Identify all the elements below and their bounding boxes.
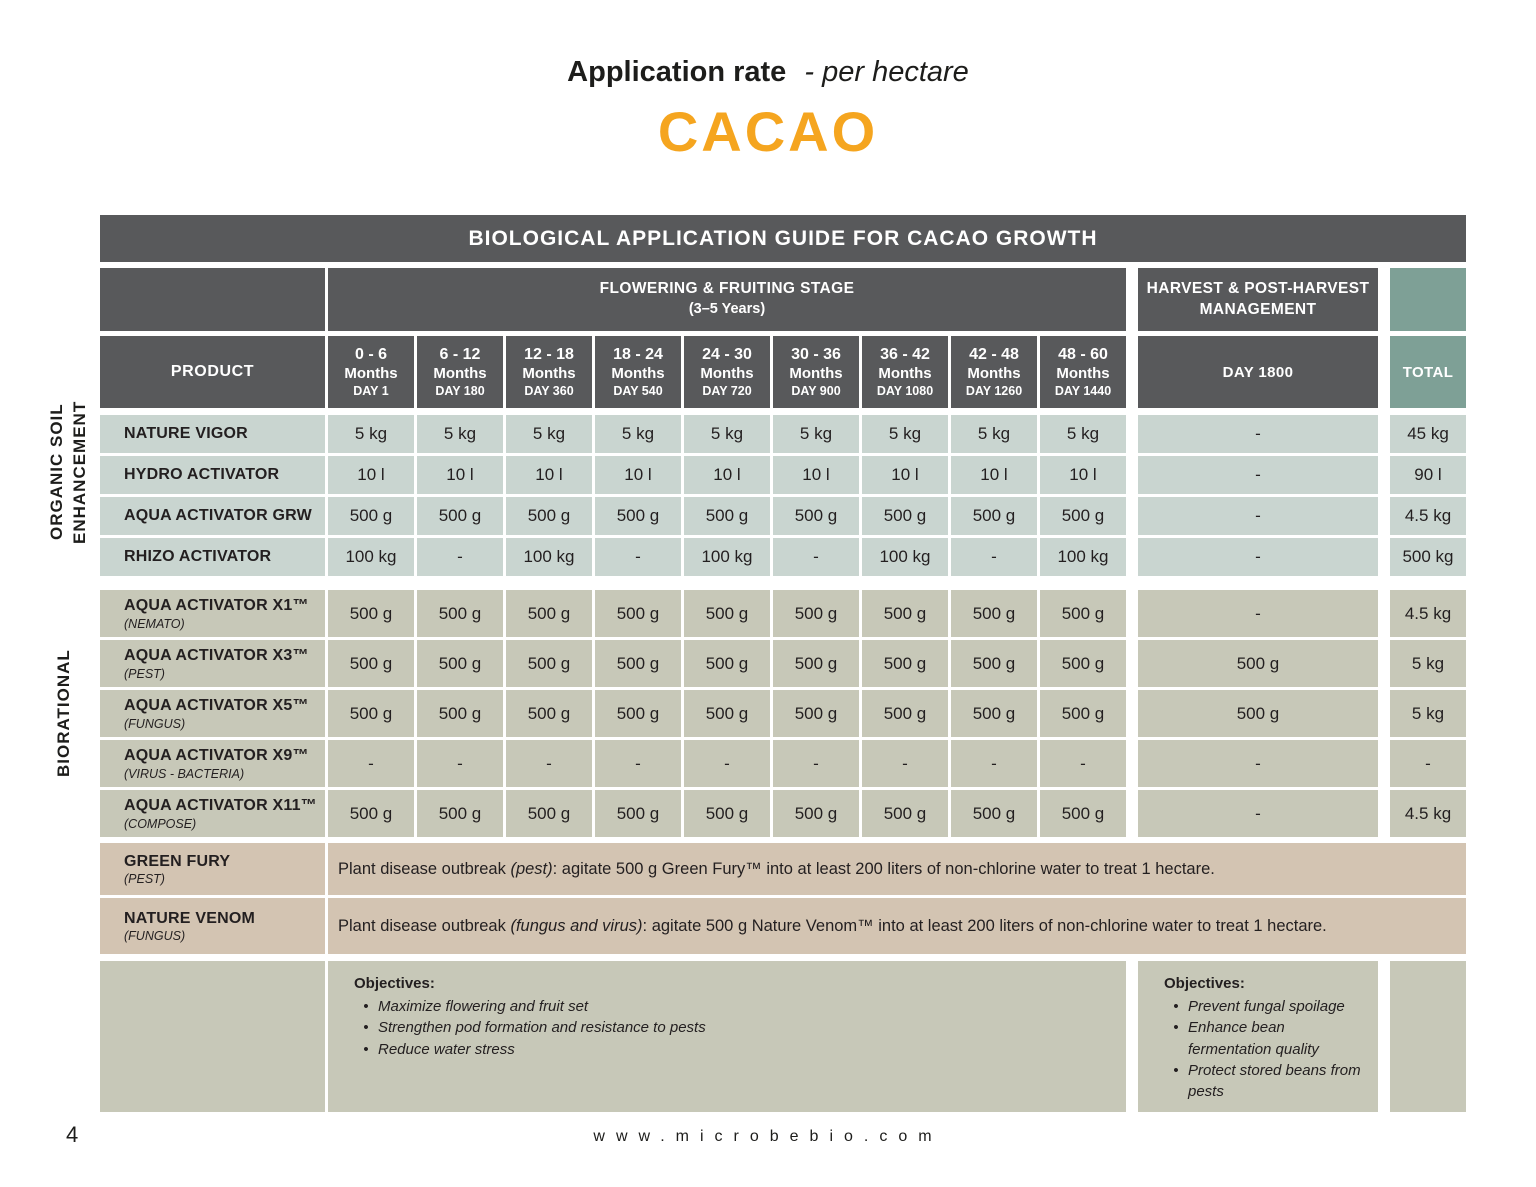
rate-cell: 500 g	[417, 497, 503, 535]
month-unit: Months	[433, 364, 487, 382]
column-header-month-9	[1040, 336, 1126, 408]
month-range: 48 - 60	[1058, 345, 1108, 363]
title-block	[0, 56, 1536, 164]
rate-cell-day1800: -	[1129, 740, 1387, 787]
month-unit: Months	[1056, 364, 1110, 382]
rate-cell: 500 g	[506, 690, 592, 737]
product-subtitle: (FUNGUS)	[124, 716, 186, 731]
rate-cell: 500 g	[773, 497, 859, 535]
column-header-month-7	[862, 336, 948, 408]
product-name-cell	[100, 898, 325, 954]
flowering-objectives	[328, 961, 1126, 1112]
objective-item: • Strengthen pod formation and resistance to pests	[354, 1017, 706, 1038]
rate-cell-day1800: -	[1129, 497, 1387, 535]
total-cell: 4.5 kg	[1390, 790, 1466, 837]
rate-cell: 500 g	[862, 690, 948, 737]
rate-cell: -	[417, 538, 503, 576]
column-header-month-1	[328, 336, 414, 408]
month-range: 24 - 30	[702, 345, 752, 363]
month-day: DAY 1260	[965, 383, 1023, 398]
section-label-biorational	[46, 588, 82, 838]
rate-cell: 100 kg	[506, 538, 592, 576]
rate-cell: 5 kg	[417, 415, 503, 453]
month-day: DAY 720	[702, 383, 752, 398]
product-name-cell	[100, 640, 325, 687]
table-row-aqua-activator-grw	[100, 497, 1466, 535]
total-column-spacer	[1390, 268, 1466, 331]
stage-header-row	[100, 268, 1466, 331]
month-range: 0 - 6	[354, 345, 387, 363]
rate-cell: -	[951, 538, 1037, 576]
month-day: DAY 900	[791, 383, 841, 398]
month-unit: Months	[878, 364, 932, 382]
rate-cell: 5 kg	[684, 415, 770, 453]
product-name-cell	[100, 843, 325, 895]
month-range: 18 - 24	[613, 345, 663, 363]
rate-cell: 500 g	[684, 690, 770, 737]
month-range: 12 - 18	[524, 345, 574, 363]
rate-cell: 500 g	[862, 790, 948, 837]
total-cell: 500 kg	[1390, 538, 1466, 576]
month-unit: Months	[611, 364, 665, 382]
rate-cell: 500 g	[506, 790, 592, 837]
rate-cell: 500 g	[595, 590, 681, 637]
rate-cell: 500 g	[328, 497, 414, 535]
instruction-suffix: : agitate 500 g Green Fury™ into at least 200 liters of non-chlorine water to treat 1 hectare.	[552, 859, 1215, 878]
website-url: www.microbebio.com	[593, 1128, 943, 1145]
column-header-day1800: DAY 1800	[1129, 336, 1387, 408]
objectives-row	[100, 961, 1466, 1112]
section-label-organic	[38, 366, 100, 578]
product-name: AQUA ACTIVATOR X9™	[124, 747, 309, 765]
product-name-cell	[100, 590, 325, 637]
rate-cell: 500 g	[1040, 590, 1126, 637]
rate-cell: -	[1040, 740, 1126, 787]
stage-header-spacer	[100, 268, 325, 331]
table-row-aqua-activator-x11	[100, 790, 1466, 837]
rate-cell-day1800: -	[1129, 415, 1387, 453]
organic-label-line2: ENHANCEMENT	[70, 400, 89, 544]
month-day: DAY 1080	[876, 383, 934, 398]
organic-soil-enhancement-label	[46, 366, 92, 578]
objective-item: • Maximize flowering and fruit set	[354, 996, 588, 1017]
rate-cell: 500 g	[951, 690, 1037, 737]
table-row-green-fury	[100, 843, 1466, 895]
rate-cell: 500 g	[328, 790, 414, 837]
table-row-nature-vigor	[100, 415, 1466, 453]
table-banner: BIOLOGICAL APPLICATION GUIDE FOR CACAO GROWTH	[100, 215, 1466, 262]
rate-cell: 500 g	[684, 790, 770, 837]
objectives-heading: Objectives:	[354, 975, 435, 992]
table-row-aqua-activator-x9	[100, 740, 1466, 787]
product-name: AQUA ACTIVATOR GRW	[124, 507, 312, 525]
rate-cell: 500 g	[684, 497, 770, 535]
organic-label-line1: ORGANIC SOIL	[47, 403, 67, 541]
rate-cell: 500 g	[951, 497, 1037, 535]
rate-cell: 5 kg	[1040, 415, 1126, 453]
rate-cell: 10 l	[417, 456, 503, 494]
month-unit: Months	[522, 364, 576, 382]
product-name: AQUA ACTIVATOR X5™	[124, 697, 309, 715]
column-header-product: PRODUCT	[100, 336, 325, 408]
rate-cell: -	[417, 740, 503, 787]
product-name-cell	[100, 415, 325, 453]
rate-cell: 100 kg	[684, 538, 770, 576]
product-subtitle: (COMPOSE)	[124, 816, 197, 831]
rate-cell: 10 l	[684, 456, 770, 494]
rate-cell: 500 g	[595, 640, 681, 687]
page-title	[0, 56, 1536, 89]
crop-title: CACAO	[657, 100, 879, 163]
product-name: AQUA ACTIVATOR X3™	[124, 647, 309, 665]
rate-cell: 500 g	[1040, 690, 1126, 737]
product-name: NATURE VENOM	[124, 909, 255, 927]
table-row-nature-venom	[100, 898, 1466, 954]
product-name: RHIZO ACTIVATOR	[124, 548, 272, 566]
product-name-cell	[100, 538, 325, 576]
outbreak-instruction	[328, 843, 1466, 895]
title-suffix: - per hectare	[804, 56, 969, 88]
outbreak-instruction	[328, 898, 1466, 954]
column-header-month-3	[506, 336, 592, 408]
rate-cell: 500 g	[595, 690, 681, 737]
product-name: AQUA ACTIVATOR X1™	[124, 597, 309, 615]
rate-cell: 5 kg	[951, 415, 1037, 453]
rate-cell: 500 g	[773, 640, 859, 687]
month-unit: Months	[344, 364, 398, 382]
rate-cell: 500 g	[417, 790, 503, 837]
harvest-stage-title-line2: MANAGEMENT	[1199, 300, 1317, 318]
objectives-spacer-left	[100, 961, 325, 1112]
rate-cell: 500 g	[773, 790, 859, 837]
table-row-aqua-activator-x5	[100, 690, 1466, 737]
flowering-stage-title: FLOWERING & FRUITING STAGE	[599, 280, 855, 298]
rate-cell: 5 kg	[506, 415, 592, 453]
page-number: 4	[66, 1122, 79, 1147]
rate-cell: 10 l	[328, 456, 414, 494]
rate-cell: -	[595, 538, 681, 576]
total-cell: 4.5 kg	[1390, 497, 1466, 535]
rate-cell: 500 g	[417, 690, 503, 737]
harvest-stage-header	[1129, 268, 1387, 331]
month-day: DAY 1440	[1054, 383, 1112, 398]
total-cell: 4.5 kg	[1390, 590, 1466, 637]
rate-cell: -	[773, 538, 859, 576]
total-cell: -	[1390, 740, 1466, 787]
rate-cell: -	[862, 740, 948, 787]
product-subtitle: (PEST)	[124, 666, 165, 681]
product-name: GREEN FURY	[124, 852, 231, 870]
rate-cell: 5 kg	[862, 415, 948, 453]
instruction-text	[338, 860, 1215, 879]
biorational-label: BIORATIONAL	[53, 649, 73, 777]
rate-cell: 500 g	[951, 790, 1037, 837]
rate-cell: 100 kg	[862, 538, 948, 576]
instruction-prefix: Plant disease outbreak	[338, 859, 511, 878]
product-name-cell	[100, 497, 325, 535]
column-header-month-4	[595, 336, 681, 408]
product-name: AQUA ACTIVATOR X11™	[124, 797, 317, 815]
column-header-month-6	[773, 336, 859, 408]
month-range: 30 - 36	[791, 345, 841, 363]
rate-cell: 500 g	[595, 790, 681, 837]
rate-cell: -	[684, 740, 770, 787]
month-range: 42 - 48	[969, 345, 1019, 363]
rate-cell: 500 g	[951, 590, 1037, 637]
objectives-spacer-right	[1390, 961, 1466, 1112]
rate-cell: 500 g	[773, 690, 859, 737]
flowering-stage-years: (3–5 Years)	[688, 301, 766, 318]
column-header-total: TOTAL	[1390, 336, 1466, 408]
month-day: DAY 360	[524, 383, 574, 398]
column-header-row	[100, 336, 1466, 408]
product-name-cell	[100, 790, 325, 837]
product-subtitle: (PEST)	[124, 872, 165, 887]
rate-cell: 500 g	[684, 590, 770, 637]
rate-cell: 500 g	[1040, 790, 1126, 837]
rate-cell: 500 g	[417, 590, 503, 637]
rate-cell: 5 kg	[328, 415, 414, 453]
flowering-stage-header	[328, 268, 1126, 331]
total-cell: 90 l	[1390, 456, 1466, 494]
table-row-aqua-activator-x3	[100, 640, 1466, 687]
table-row-aqua-activator-x1	[100, 590, 1466, 637]
rate-cell: 10 l	[862, 456, 948, 494]
title-main: Application rate	[567, 56, 787, 88]
objective-item: • Protect stored beans from pests	[1164, 1060, 1368, 1103]
rate-cell: -	[773, 740, 859, 787]
product-name-cell	[100, 456, 325, 494]
rate-cell: 10 l	[506, 456, 592, 494]
rate-cell-day1800: -	[1129, 590, 1387, 637]
rate-cell: 500 g	[862, 640, 948, 687]
objective-item: • Prevent fungal spoilage	[1164, 996, 1345, 1017]
rate-cell: -	[328, 740, 414, 787]
month-day: DAY 540	[613, 383, 663, 398]
rate-cell: -	[506, 740, 592, 787]
month-range: 36 - 42	[880, 345, 930, 363]
rate-cell: 500 g	[862, 590, 948, 637]
rate-cell: 500 g	[684, 640, 770, 687]
table-row-rhizo-activator	[100, 538, 1466, 576]
rate-cell: 500 g	[506, 497, 592, 535]
rate-cell: 10 l	[1040, 456, 1126, 494]
rate-cell: -	[595, 740, 681, 787]
rate-cell: 100 kg	[1040, 538, 1126, 576]
rate-cell: 100 kg	[328, 538, 414, 576]
rate-cell: 5 kg	[595, 415, 681, 453]
product-name-cell	[100, 740, 325, 787]
product-subtitle: (NEMATO)	[124, 616, 185, 631]
objective-item: • Enhance bean fermentation quality	[1164, 1017, 1368, 1060]
rate-cell-day1800: -	[1129, 456, 1387, 494]
rate-cell: 500 g	[951, 640, 1037, 687]
total-cell: 5 kg	[1390, 640, 1466, 687]
month-unit: Months	[700, 364, 754, 382]
application-guide-table	[100, 215, 1466, 1115]
rate-cell: -	[951, 740, 1037, 787]
rate-cell-day1800: 500 g	[1129, 690, 1387, 737]
rate-cell-day1800: -	[1129, 538, 1387, 576]
instruction-italic: (pest)	[510, 859, 553, 878]
month-unit: Months	[789, 364, 843, 382]
instruction-text	[338, 917, 1327, 936]
rate-cell: 500 g	[773, 590, 859, 637]
rate-cell: 500 g	[328, 590, 414, 637]
column-header-month-5	[684, 336, 770, 408]
rate-cell: 500 g	[506, 590, 592, 637]
product-subtitle: (FUNGUS)	[124, 929, 186, 944]
month-unit: Months	[967, 364, 1021, 382]
harvest-objectives	[1129, 961, 1387, 1112]
rate-cell-day1800: 500 g	[1129, 640, 1387, 687]
instruction-italic: (fungus and virus)	[510, 916, 643, 935]
column-header-month-2	[417, 336, 503, 408]
rate-cell: 10 l	[773, 456, 859, 494]
rate-cell: 10 l	[951, 456, 1037, 494]
rate-cell: 500 g	[328, 640, 414, 687]
rate-cell: 500 g	[328, 690, 414, 737]
total-cell: 45 kg	[1390, 415, 1466, 453]
product-subtitle: (VIRUS - BACTERIA)	[124, 766, 245, 781]
product-name: NATURE VIGOR	[124, 425, 248, 443]
rate-cell: 500 g	[1040, 640, 1126, 687]
rate-cell-day1800: -	[1129, 790, 1387, 837]
rate-cell: 500 g	[862, 497, 948, 535]
column-header-month-8	[951, 336, 1037, 408]
month-day: DAY 1	[353, 383, 389, 398]
product-name: HYDRO ACTIVATOR	[124, 466, 280, 484]
table-row-hydro-activator	[100, 456, 1466, 494]
objectives-heading: Objectives:	[1164, 975, 1245, 992]
harvest-stage-title-line1: HARVEST & POST-HARVEST	[1146, 279, 1370, 297]
instruction-suffix: : agitate 500 g Nature Venom™ into at least 200 liters of non-chlorine water to treat 1 hectare.	[642, 916, 1327, 935]
rate-cell: 500 g	[595, 497, 681, 535]
rate-cell: 500 g	[417, 640, 503, 687]
objective-item: • Reduce water stress	[354, 1039, 515, 1060]
rate-cell: 10 l	[595, 456, 681, 494]
instruction-prefix: Plant disease outbreak	[338, 916, 511, 935]
rate-cell: 500 g	[506, 640, 592, 687]
product-name-cell	[100, 690, 325, 737]
month-range: 6 - 12	[439, 345, 481, 363]
total-cell: 5 kg	[1390, 690, 1466, 737]
rate-cell: 500 g	[1040, 497, 1126, 535]
rate-cell: 5 kg	[773, 415, 859, 453]
month-day: DAY 180	[435, 383, 485, 398]
